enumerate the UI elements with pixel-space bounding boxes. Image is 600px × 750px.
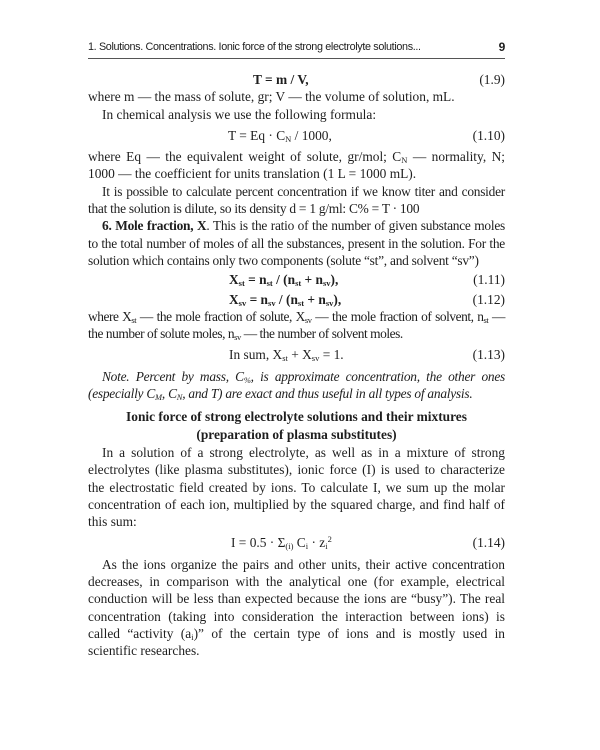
section-heading: Ionic force of strong electrolyte solutions and their mixtures (preparation of plasma substitutes) (126, 409, 467, 442)
page-number: 9 (498, 40, 505, 54)
formula: $I = 0.5 \cdot \Sigma_{(i)}$ $C_i \cdot z_i^2$ (231, 534, 332, 552)
formula: T = m / V, (253, 72, 309, 87)
formula: $X_{st} = n_{st} / (n_{st} + n_{sv})$, (229, 272, 339, 289)
formula: $X_{sv} = n_{sv} / (n_{st} + n_{sv})$, (229, 291, 342, 308)
paragraph: where m — the mass of solute, gr; V — the volume of solution, mL. (88, 89, 455, 105)
equation-number: (1.14) (472, 535, 505, 551)
subheading: 6. Mole fraction, X (102, 218, 207, 234)
running-header (88, 40, 505, 59)
paragraph: It is possible to calculate percent concentration if we know titer and consider that the solution is dilute, so its density d = 1 g/ml: C% = T · 100 (88, 183, 505, 217)
equation-1-9 (88, 71, 505, 88)
paragraph: where Eq — the equivalent weight of solute, gr/mol; $C_N$ — normality, N; 1000 — the coefficient for units translation (1 L = 1000 mL). (88, 149, 505, 182)
equation-number: (1.12) (472, 291, 505, 307)
note: Note. Percent by mass, $C_{\%}$, is approximate concentration, the other ones (especially $C_M$, $C_N$, and T) are exact and thus useful in all types of analysis. (88, 368, 505, 403)
equation-1-10 (88, 127, 505, 144)
equation-number: (1.9) (479, 72, 505, 87)
paragraph: 6. Mole fraction, X. This is the ratio of the number of given substance moles to the total number of moles of all the substances, present in the solution. For the solution which contains only two components (solute “st”, and solvent “sv”) (88, 218, 506, 268)
formula: $T = Eq \cdot C_N / 1000$, (228, 127, 332, 144)
equation-1-14 (88, 534, 505, 551)
equation-1-11 (88, 271, 505, 288)
equation-number: (1.11) (473, 272, 505, 288)
equation-1-12 (88, 291, 505, 308)
paragraph: In a solution of a strong electrolyte, as well as in a mixture of strong electrolytes (like plasma substitutes), ionic force (I) is used to characterize the electrostatic field created by ions. To calculate I, we sum up the molar concentration of each ion, multiplied by the squared charge, and find half of this sum: (88, 444, 505, 530)
body-text (88, 71, 505, 660)
paragraph: As the ions organize the pairs and other units, their active concentration decreases, in comparison with the analytical one (for example, electrical conduction will be less than expected because the ions are “busy”). The real concentration (taking into consideration the interaction between ions) is called “activity $(a_i)$” of the certain type of ions and is mostly used in scientific researches. (88, 556, 505, 659)
equation-1-13 (88, 346, 505, 363)
paragraph: In chemical analysis we use the following formula: (102, 106, 377, 122)
running-title: 1. Solutions. Concentrations. Ionic force of the strong electrolyte solutions... (88, 41, 421, 53)
equation-number: (1.13) (472, 347, 505, 363)
equation-number: (1.10) (472, 127, 505, 143)
paragraph: where $X_{st}$ — the mole fraction of solute, $X_{sv}$ — the mole fraction of solvent, $n_{st}$ — the number of solute moles, $n_{sv}$ — the number of solvent moles. (88, 308, 505, 343)
book-page (88, 40, 505, 660)
formula: In sum, $X_{st} + X_{sv} = 1$. (229, 347, 344, 364)
